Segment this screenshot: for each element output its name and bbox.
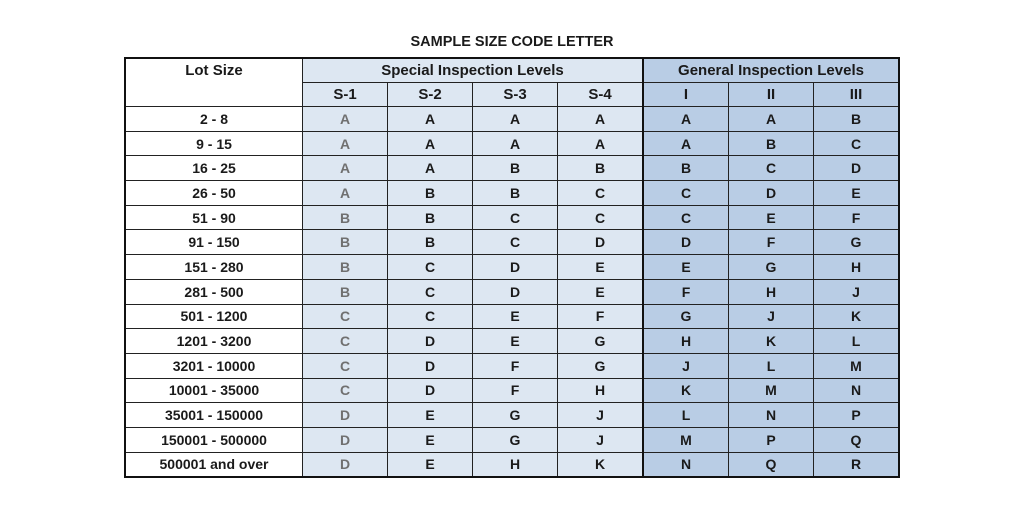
code-letter-cell: H xyxy=(814,255,900,280)
code-letter-cell: F xyxy=(643,279,729,304)
lot-size-cell: 151 - 280 xyxy=(125,255,303,280)
code-letter-cell: C xyxy=(558,181,644,206)
code-letter-cell: D xyxy=(303,452,388,477)
table-row xyxy=(125,403,899,428)
code-letter-cell: J xyxy=(558,403,644,428)
code-letter-cell: N xyxy=(814,378,900,403)
code-letter-cell: G xyxy=(558,353,644,378)
table-row xyxy=(125,353,899,378)
code-letter-cell: D xyxy=(388,353,473,378)
code-letter-cell: L xyxy=(814,329,900,354)
code-letter-cell: C xyxy=(388,304,473,329)
code-letter-cell: K xyxy=(814,304,900,329)
code-letter-cell: J xyxy=(643,353,729,378)
code-letter-cell: A xyxy=(729,107,814,132)
code-letter-cell: G xyxy=(814,230,900,255)
code-letter-cell: E xyxy=(558,279,644,304)
code-letter-cell: C xyxy=(814,131,900,156)
code-letter-cell: A xyxy=(473,131,558,156)
code-letter-cell: A xyxy=(558,131,644,156)
header-general-levels: General Inspection Levels xyxy=(643,58,899,83)
code-letter-cell: E xyxy=(388,452,473,477)
code-letter-cell: C xyxy=(303,329,388,354)
code-letter-cell: P xyxy=(729,427,814,452)
code-letter-cell: J xyxy=(729,304,814,329)
lot-size-cell: 16 - 25 xyxy=(125,156,303,181)
code-letter-cell: G xyxy=(729,255,814,280)
header-level-ii: II xyxy=(729,83,814,107)
table-row xyxy=(125,304,899,329)
code-letter-cell: B xyxy=(643,156,729,181)
code-letter-cell: F xyxy=(473,353,558,378)
code-letter-cell: E xyxy=(814,181,900,206)
lot-size-cell: 51 - 90 xyxy=(125,205,303,230)
code-letter-cell: C xyxy=(558,205,644,230)
code-letter-cell: D xyxy=(558,230,644,255)
code-letter-cell: G xyxy=(473,403,558,428)
table-title: SAMPLE SIZE CODE LETTER xyxy=(410,34,614,50)
code-letter-cell: B xyxy=(303,279,388,304)
header-level-s-3: S-3 xyxy=(473,83,558,107)
code-letter-cell: B xyxy=(473,156,558,181)
code-letter-cell: C xyxy=(303,378,388,403)
code-letter-cell: C xyxy=(303,353,388,378)
code-letter-cell: C xyxy=(643,205,729,230)
code-letter-cell: H xyxy=(729,279,814,304)
lot-size-cell: 91 - 150 xyxy=(125,230,303,255)
code-letter-cell: D xyxy=(303,403,388,428)
code-letter-cell: E xyxy=(473,329,558,354)
code-letter-cell: A xyxy=(303,131,388,156)
lot-size-cell: 281 - 500 xyxy=(125,279,303,304)
code-letter-cell: D xyxy=(473,279,558,304)
code-letter-cell: K xyxy=(729,329,814,354)
header-level-s-1: S-1 xyxy=(303,83,388,107)
lot-size-cell: 1201 - 3200 xyxy=(125,329,303,354)
code-letter-cell: A xyxy=(303,156,388,181)
code-letter-cell: E xyxy=(473,304,558,329)
code-letter-cell: E xyxy=(729,205,814,230)
code-letter-cell: L xyxy=(643,403,729,428)
header-level-i: I xyxy=(643,83,729,107)
lot-size-cell: 500001 and over xyxy=(125,452,303,477)
code-letter-cell: A xyxy=(473,107,558,132)
code-letter-cell: J xyxy=(558,427,644,452)
code-letter-cell: F xyxy=(558,304,644,329)
header-lot-size xyxy=(125,58,303,107)
lot-size-cell: 501 - 1200 xyxy=(125,304,303,329)
code-letter-cell: H xyxy=(558,378,644,403)
code-letter-cell: C xyxy=(473,230,558,255)
code-letter-cell: D xyxy=(814,156,900,181)
code-letter-cell: H xyxy=(473,452,558,477)
code-letter-cell: J xyxy=(814,279,900,304)
code-letter-cell: G xyxy=(643,304,729,329)
code-letter-cell: C xyxy=(473,205,558,230)
code-letter-cell: A xyxy=(558,107,644,132)
code-letter-cell: E xyxy=(388,403,473,428)
code-letter-cell: N xyxy=(729,403,814,428)
code-letter-cell: C xyxy=(388,279,473,304)
table-row xyxy=(125,181,899,206)
code-letter-cell: D xyxy=(729,181,814,206)
header-level-s-4: S-4 xyxy=(558,83,644,107)
table-row xyxy=(125,329,899,354)
code-letter-cell: P xyxy=(814,403,900,428)
code-letter-cell: Q xyxy=(729,452,814,477)
code-letter-cell: B xyxy=(814,107,900,132)
code-letter-cell: L xyxy=(729,353,814,378)
code-letter-cell: D xyxy=(388,329,473,354)
code-letter-cell: M xyxy=(814,353,900,378)
header-level-iii: III xyxy=(814,83,900,107)
code-letter-cell: M xyxy=(643,427,729,452)
table-row xyxy=(125,107,899,132)
code-letter-cell: A xyxy=(643,107,729,132)
code-letter-cell: F xyxy=(814,205,900,230)
header-level-s-2: S-2 xyxy=(388,83,473,107)
code-letter-cell: B xyxy=(388,230,473,255)
code-letter-cell: B xyxy=(558,156,644,181)
code-letter-cell: B xyxy=(729,131,814,156)
code-letter-cell: B xyxy=(303,205,388,230)
code-letter-cell: D xyxy=(388,378,473,403)
code-letter-cell: A xyxy=(388,131,473,156)
code-letter-cell: A xyxy=(303,107,388,132)
table-row xyxy=(125,255,899,280)
code-letter-cell: B xyxy=(388,181,473,206)
lot-size-cell: 3201 - 10000 xyxy=(125,353,303,378)
code-letter-cell: D xyxy=(303,427,388,452)
code-letter-cell: A xyxy=(388,107,473,132)
code-letter-cell: C xyxy=(643,181,729,206)
table-row xyxy=(125,156,899,181)
code-letter-cell: K xyxy=(643,378,729,403)
code-letter-cell: M xyxy=(729,378,814,403)
code-letter-cell: N xyxy=(643,452,729,477)
code-letter-cell: H xyxy=(643,329,729,354)
code-letter-cell: C xyxy=(303,304,388,329)
lot-size-cell: 9 - 15 xyxy=(125,131,303,156)
code-letter-cell: K xyxy=(558,452,644,477)
code-letter-cell: E xyxy=(388,427,473,452)
lot-size-cell: 150001 - 500000 xyxy=(125,427,303,452)
sample-size-code-table xyxy=(124,57,900,478)
code-letter-cell: A xyxy=(643,131,729,156)
table-row xyxy=(125,205,899,230)
code-letter-cell: F xyxy=(729,230,814,255)
code-letter-cell: C xyxy=(729,156,814,181)
code-letter-cell: E xyxy=(558,255,644,280)
code-letter-cell: R xyxy=(814,452,900,477)
lot-size-cell: 10001 - 35000 xyxy=(125,378,303,403)
table-row xyxy=(125,427,899,452)
lot-size-cell: 35001 - 150000 xyxy=(125,403,303,428)
code-letter-cell: B xyxy=(473,181,558,206)
table-row xyxy=(125,452,899,477)
table-row xyxy=(125,131,899,156)
code-letter-cell: B xyxy=(388,205,473,230)
code-letter-cell: E xyxy=(643,255,729,280)
table-row xyxy=(125,230,899,255)
header-lot-size-label: Lot Size xyxy=(185,62,243,79)
code-letter-cell: B xyxy=(303,230,388,255)
table-row xyxy=(125,378,899,403)
code-letter-cell: C xyxy=(388,255,473,280)
code-letter-cell: G xyxy=(473,427,558,452)
lot-size-cell: 2 - 8 xyxy=(125,107,303,132)
code-letter-cell: Q xyxy=(814,427,900,452)
lot-size-cell: 26 - 50 xyxy=(125,181,303,206)
code-letter-cell: F xyxy=(473,378,558,403)
code-letter-cell: G xyxy=(558,329,644,354)
code-letter-cell: D xyxy=(643,230,729,255)
code-letter-cell: D xyxy=(473,255,558,280)
table-row xyxy=(125,279,899,304)
code-letter-cell: B xyxy=(303,255,388,280)
code-letter-cell: A xyxy=(388,156,473,181)
header-special-levels: Special Inspection Levels xyxy=(303,58,644,83)
code-letter-cell: A xyxy=(303,181,388,206)
